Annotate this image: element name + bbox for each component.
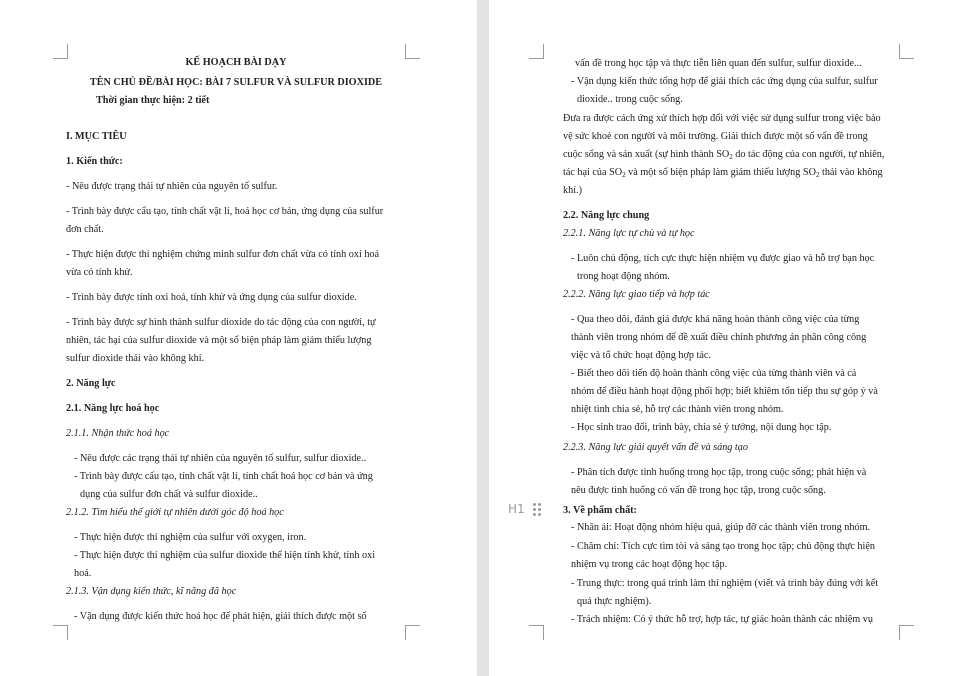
list-item-cont: quả thực nghiệm). xyxy=(577,596,652,607)
heading-knowledge: 1. Kiến thức: xyxy=(66,156,123,167)
margin-mark-bottom-left xyxy=(53,625,68,640)
text-run: cuộc sống và sản xuất (sự hình thành SO xyxy=(563,149,730,160)
page-gap xyxy=(477,0,489,676)
heading-chem-competence: 2.1. Năng lực hoá học xyxy=(66,403,160,414)
list-item: - Qua theo dõi, đánh giá được khả năng hoàn thành công việc của từng xyxy=(571,314,860,325)
list-item-cont: dioxide.. trong cuộc sống. xyxy=(577,94,683,105)
heading-level-marker: H1 xyxy=(508,502,525,516)
list-item-cont: nhiệm vụ trong các hoạt động học tập. xyxy=(571,559,728,570)
text-run: tác hại của SO xyxy=(563,167,623,178)
margin-mark-top-right xyxy=(899,44,914,59)
margin-mark-top-right xyxy=(405,44,420,59)
list-item-cont: thành viên trong nhóm để đề xuất điều chỉnh phương án phân công công xyxy=(571,332,867,343)
doc-subtitle: TÊN CHỦ ĐỀ/BÀI HỌC: BÀI 7 SULFUR VÀ SULFUR DIOXIDE xyxy=(89,77,383,88)
paragraph-line xyxy=(563,166,883,179)
list-item-cont: việc và tổ chức hoạt động hợp tác. xyxy=(571,350,711,361)
list-item: - Thực hiện được thí nghiệm của sulfur dioxide thể hiện tính khử, tính oxi xyxy=(74,550,376,561)
subheading-222: 2.2.2. Năng lực giao tiếp và hợp tác xyxy=(563,289,710,300)
doc-duration: Thời gian thực hiện: 2 tiết xyxy=(96,95,210,106)
knowledge-item: - Trình bày được cấu tạo, tính chất vật lí, hoá học cơ bản, ứng dụng của sulfur xyxy=(66,206,384,217)
list-item: - Nhân ái: Hoạt động nhóm hiệu quả, giúp đỡ các thành viên trong nhóm. xyxy=(571,522,871,533)
knowledge-item-cont: sulfur dioxide thải vào không khí. xyxy=(66,353,205,364)
knowledge-item: - Thực hiện được thí nghiệm chứng minh sulfur đơn chất vừa có tính oxi hoá xyxy=(66,249,380,260)
list-item-cont: hoá. xyxy=(74,568,92,579)
subscript: 2 xyxy=(815,171,820,179)
margin-mark-bottom-left xyxy=(529,625,544,640)
list-item: - Vận dụng được kiến thức hoá học để phát hiện, giải thích được một số xyxy=(74,611,367,622)
subheading-212: 2.1.2. Tìm hiểu thế giới tự nhiên dưới góc độ hoá học xyxy=(66,507,284,518)
knowledge-item-cont: đơn chất. xyxy=(66,224,104,235)
margin-mark-top-left xyxy=(529,44,544,59)
margin-mark-bottom-right xyxy=(899,625,914,640)
paragraph-line xyxy=(563,148,884,161)
list-item: - Luôn chủ động, tích cực thực hiện nhiệm vụ được giao và hỗ trợ bạn học xyxy=(571,253,875,264)
margin-mark-bottom-right xyxy=(405,625,420,640)
text-run: và một số biện pháp làm giảm thiểu lượng SO xyxy=(625,167,816,178)
list-item-cont: dụng của sulfur đơn chất và sulfur dioxide.. xyxy=(80,489,258,500)
list-item: - Thực hiện được thí nghiệm của sulfur với oxygen, iron. xyxy=(74,532,307,543)
list-item: - Biết theo dõi tiến độ hoàn thành công việc của từng thành viên và cả xyxy=(571,368,857,379)
list-item: - Trình bày được cấu tạo, tính chất vật lí, tính chất hoá học cơ bản và ứng xyxy=(74,471,373,482)
paragraph-line: khí.) xyxy=(563,185,582,196)
heading-style-handle[interactable] xyxy=(508,502,541,516)
list-item: - Trung thực: trong quá trình làm thí nghiệm (viết và trình bày đúng với kết xyxy=(571,578,879,589)
list-item-cont: nhiệt tình chia sẻ, hỗ trợ các thành viên trong nhóm. xyxy=(571,404,784,415)
drag-handle-icon[interactable] xyxy=(533,503,541,516)
subheading-221: 2.2.1. Năng lực tự chủ và tự học xyxy=(563,228,695,239)
heading-general-competence: 2.2. Năng lực chung xyxy=(563,210,650,221)
knowledge-item-cont: vừa có tính khử. xyxy=(66,267,133,278)
subheading-223: 2.2.3. Năng lực giải quyết vấn đề và sáng tạo xyxy=(563,442,748,453)
list-item: - Trách nhiệm: Có ý thức hỗ trợ, hợp tác, tự giác hoàn thành các nhiệm vụ xyxy=(571,614,873,625)
text-run: do tác động của con người, tự nhiên, xyxy=(732,149,885,160)
list-item: - Chăm chỉ: Tích cực tìm tòi và sáng tạo trong học tập; chủ động thực hiện xyxy=(571,541,875,552)
subscript: 2 xyxy=(622,171,626,179)
heading-competence: 2. Năng lực xyxy=(66,378,116,389)
paragraph-line: vệ sức khoẻ con người và môi trường. Giải thích được một số vấn đề trong xyxy=(563,131,868,142)
list-item-cont: nêu được tình huống có vấn đề trong học tập, trong cuộc sống. xyxy=(571,485,826,496)
list-item: - Vận dụng kiến thức tổng hợp để giải thích các ứng dụng của sulfur, sulfur xyxy=(571,76,878,87)
document-page-left xyxy=(0,0,477,676)
knowledge-item: - Nêu được trạng thái tự nhiên của nguyên tố sulfur. xyxy=(66,181,278,192)
heading-qualities: 3. Về phẩm chất: xyxy=(563,505,637,516)
knowledge-item-cont: nhiên, tác hại của sulfur dioxide và một số biện pháp làm giảm thiểu lượng xyxy=(66,335,372,346)
list-item-cont: trong hoạt động nhóm. xyxy=(577,271,670,282)
knowledge-item: - Trình bày được sự hình thành sulfur dioxide do tác động của con người, tự xyxy=(66,317,376,328)
section-heading-objectives: I. MỤC TIÊU xyxy=(66,131,127,142)
subheading-213: 2.1.3. Vận dụng kiến thức, kĩ năng đã học xyxy=(66,586,237,597)
list-item: - Phân tích được tình huống trong học tập, trong cuộc sống; phát hiện và xyxy=(571,467,867,478)
paragraph-line: Đưa ra được cách ứng xử thích hợp đối với việc sử dụng sulfur trong việc bảo xyxy=(563,113,881,124)
text-run: thải vào không xyxy=(819,167,883,178)
knowledge-item: - Trình bày được tính oxi hoá, tính khử và ứng dụng của sulfur dioxide. xyxy=(66,292,357,303)
list-item-cont: vấn đề trong học tập và thực tiễn liên quan đến sulfur, sulfur dioxide... xyxy=(575,58,862,69)
list-item-cont: nhóm để điều hành hoạt động phối hợp; biết khiêm tốn tiếp thu sự góp ý và xyxy=(571,386,878,397)
list-item: - Học sinh trao đổi, trình bày, chia sẻ ý tưởng, nội dung học tập. xyxy=(571,422,832,433)
doc-title: KẾ HOẠCH BÀI DẠY xyxy=(185,57,287,68)
list-item: - Nêu được các trạng thái tự nhiên của nguyên tố sulfur, sulfur dioxide.. xyxy=(74,453,367,464)
subscript: 2 xyxy=(729,153,733,161)
subheading-211: 2.1.1. Nhận thức hoá học xyxy=(66,428,170,439)
